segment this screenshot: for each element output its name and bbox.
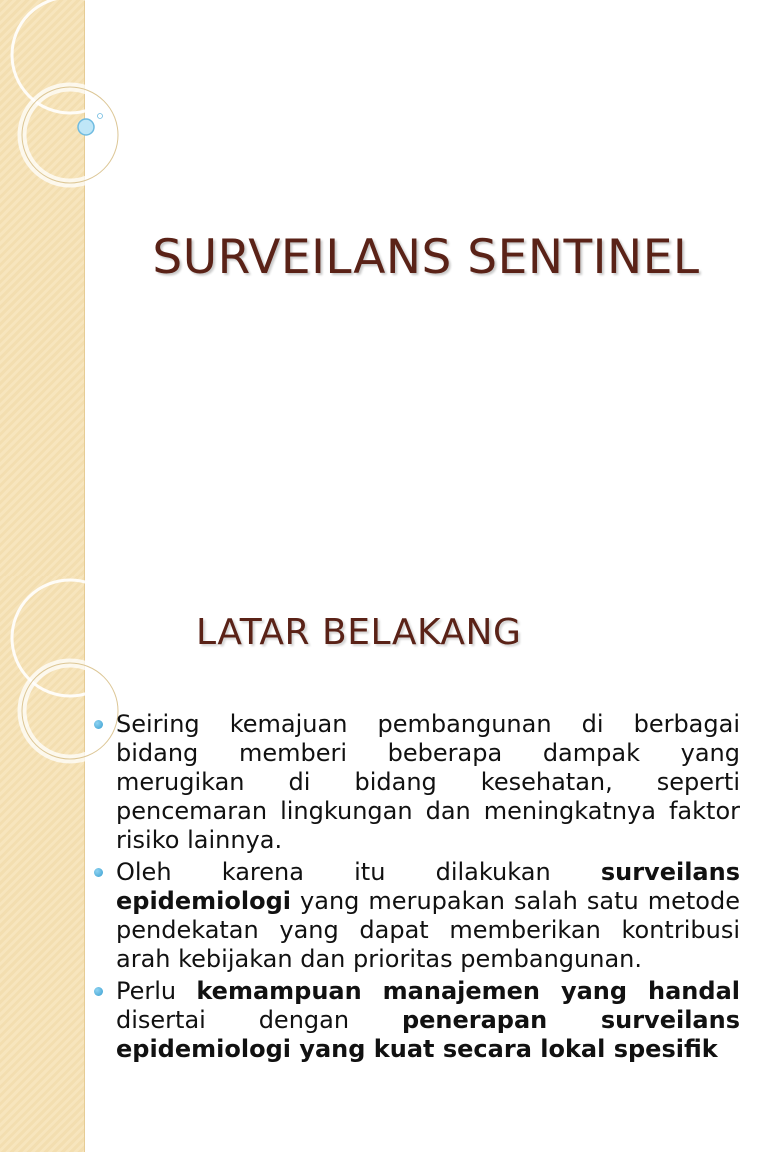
bullet-text: yang merupakan salah satu metode pendekatan yang dapat memberikan kontribusi arah kebijakan dan prioritas pembangunan. [116, 887, 740, 973]
section-heading: LATAR BELAKANG [196, 612, 522, 653]
list-item [92, 977, 740, 1064]
bullet-dot-icon [94, 868, 103, 877]
bullet-text: Seiring kemajuan pembangunan di berbagai bidang memberi beberapa dampak yang merugikan di bidang kesehatan, seperti pencemaran lingkungan dan meningkatnya faktor risiko lainnya. [116, 710, 740, 854]
list-item [92, 710, 740, 855]
bullet-dot-icon [94, 720, 103, 729]
decorative-circles [0, 0, 140, 576]
list-item [92, 858, 740, 974]
bullet-text: Oleh karena itu dilakukan [116, 858, 601, 886]
bullet-text: Perlu [116, 977, 197, 1005]
bullet-bold-text: surveilans epidemiologi [116, 858, 740, 915]
slide-title: SURVEILANS SENTINEL [152, 230, 700, 285]
bullet-list [92, 710, 740, 1067]
bullet-bold-text: kemampuan manajemen yang handal [196, 977, 740, 1005]
bullet-bold-text: penerapan surveilans epidemiologi yang kuat secara lokal spesifik [116, 1006, 740, 1063]
content-slide [0, 576, 768, 1152]
bullet-dot-icon [94, 987, 103, 996]
bullet-text: disertai dengan [116, 1006, 402, 1034]
